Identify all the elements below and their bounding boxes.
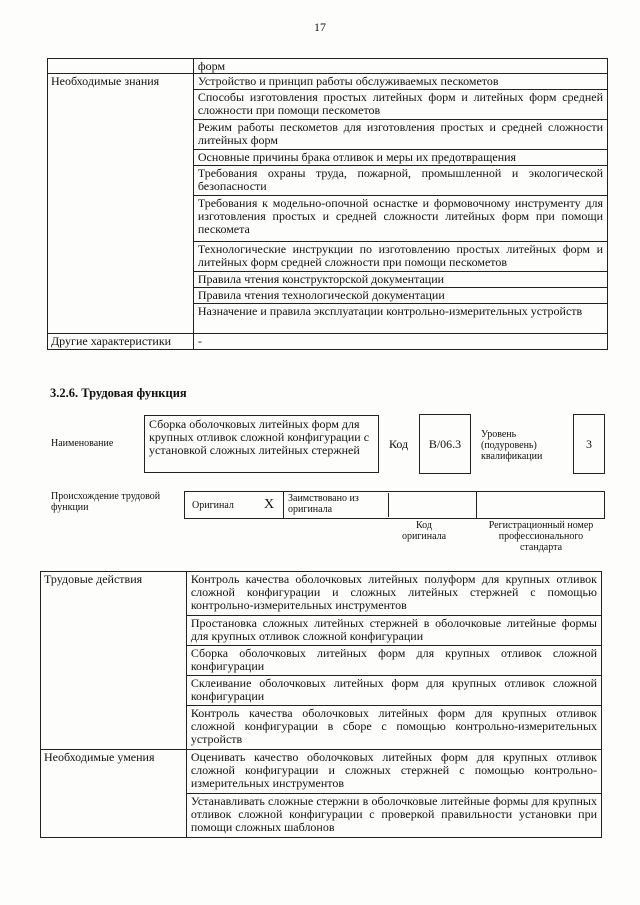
table-cell: Устанавливать сложные стержни в оболочковые литейные формы для крупных отливок сложной конфигурации с проверкой правильности установки при помощи сложных шаблонов	[186, 794, 601, 838]
name-label: Наименование	[51, 438, 114, 449]
table-cell: Простановка сложных литейных стержней в оболочковые литейные формы для крупных отливок сложной конфигурации	[186, 616, 601, 646]
code-value: B/06.3	[428, 436, 462, 451]
table-cell: -	[193, 334, 607, 350]
table-cell: Способы изготовления простых литейных форм и литейных форм средней сложности при помощи пескометов	[193, 90, 607, 120]
level-box	[573, 414, 605, 474]
original-cell	[184, 491, 284, 519]
table-cell: Требования охраны труда, пожарной, промышленной и экологической безопасности	[193, 166, 607, 196]
level-label: Уровень (подуровень) квалификации	[481, 429, 543, 462]
table-cell: Правила чтения технологической документации	[193, 288, 607, 304]
origin-divider	[476, 491, 477, 519]
labor-actions-table	[40, 571, 602, 838]
table-cell: Назначение и правила эксплуатации контрольно-измерительных устройств	[193, 304, 607, 334]
function-name-box	[144, 415, 379, 473]
table-cell: Устройство и принцип работы обслуживаемых пескометов	[193, 74, 607, 90]
borrowed-label: Заимствовано из оригинала	[288, 493, 389, 517]
reg-number-caption: Регистрационный номер профессионального стандарта	[488, 520, 594, 553]
table-cell: Режим работы пескометов для изготовления простых и средней сложности литейных форм	[193, 120, 607, 150]
table-cell: Основные причины брака отливок и меры их предотвращения	[193, 150, 607, 166]
table-cell: форм	[193, 59, 607, 74]
code-original-caption: Код оригинала	[401, 520, 447, 542]
code-label: Код	[389, 437, 409, 451]
table-cell: Сборка оболочковых литейных форм для крупных отливок сложной конфигурации	[186, 646, 601, 676]
table-cell: Контроль качества оболочковых литейных форм для крупных отливок сложной конфигурации в сборе с помощью контрольно-измерительных устройств	[186, 706, 601, 750]
required-skills-label: Необходимые умения	[41, 750, 187, 838]
knowledge-table	[47, 58, 608, 350]
table-cell: Склеивание оболочковых литейных форм для крупных отливок сложной конфигурации	[186, 676, 601, 706]
table-label-cell	[48, 59, 194, 74]
knowledge-label: Необходимые знания	[48, 74, 194, 334]
table-cell: Оценивать качество оболочковых литейных форм для крупных отливок сложной конфигурации и сложных стержней с помощью контрольно-измерительных инструментов	[186, 750, 601, 794]
table-cell: Технологические инструкции по изготовлению простых литейных форм и литейных форм средней сложности при помощи пескометов	[193, 242, 607, 272]
original-mark: X	[264, 497, 275, 512]
table-cell: Контроль качества оболочковых литейных полуформ для крупных отливок сложной конфигурации и сложных литейных стержней с помощью контрольно-измерительных инструментов	[186, 572, 601, 616]
other-characteristics-label: Другие характеристики	[48, 334, 194, 350]
table-cell: Правила чтения конструкторской документации	[193, 272, 607, 288]
labor-actions-label: Трудовые действия	[41, 572, 187, 750]
section-heading: 3.2.6. Трудовая функция	[50, 386, 187, 400]
table-cell: Требования к модельно-опочной оснастке и формовочному инструменту для изготовления простых и средней сложности литейных форм при помощи пескомета	[193, 196, 607, 242]
original-label: Оригинал	[192, 500, 234, 511]
level-value: 3	[586, 436, 592, 451]
code-box	[419, 414, 471, 474]
origin-label: Происхождение трудовой функции	[51, 491, 161, 513]
function-name: Сборка оболочковых литейных форм для крупных отливок сложной конфигурации с установкой сложных литейных стержней	[149, 417, 370, 457]
page-number: 17	[314, 20, 326, 34]
